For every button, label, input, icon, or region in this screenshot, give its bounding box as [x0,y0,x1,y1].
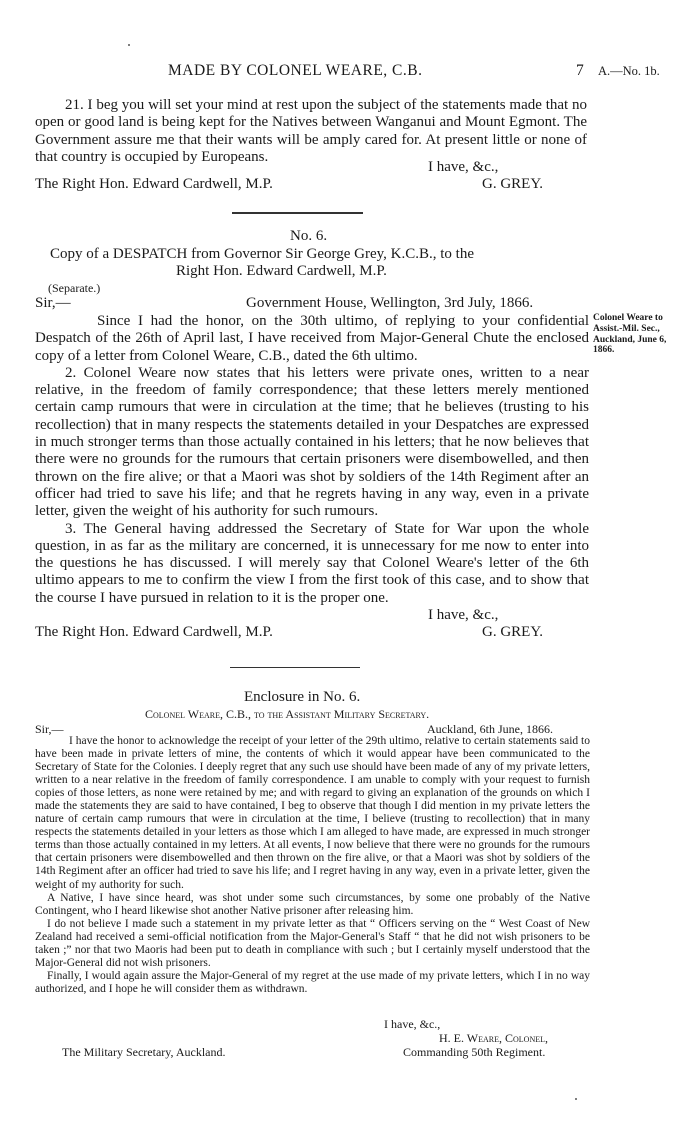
enclosure-subheading: Colonel Weare, C.B., to the Assistant Military Secretary. [145,707,430,721]
despatch-body [35,313,589,607]
enclosure-paragraph-2: A Native, I have since heard, was shot under some such circumstances, by some one probably of the Native Contingent, who I heard likewise shot another Native prisoner after releasing him. [35,891,590,917]
section-divider [232,212,363,214]
enclosure-body [35,735,590,996]
section-divider [230,667,360,668]
despatch-paragraph-2: 2. Colonel Weare now states that his letters were private ones, written to a near relative, in the freedom of family correspondence; that these letters merely mentioned certain camp rumours that were in circulation at the time; that he believes (trusting to his recollection) that in many respects the statements detailed in your Despatches are expressed in much stronger terms than those actually contained in his letters; that he now believes that there were no grounds for the rumours that certain prisoners were disembowelled, and then thrown on the fire alive; or that a Maori was shot by soldiers of the 14th Regiment after an officer had tried to save his life; and that he regrets having in any way, even in a private letter, given the weight of his authority for such rumours. [35,364,589,520]
enclosure-paragraph-4: Finally, I would again assure the Major-General of my regret at the use made of my private letters, which I in no way authorized, and I hope he will consider them as withdrawn. [35,969,590,995]
enclosure-closing: I have, &c., [384,1017,441,1031]
despatch-title-line1: Copy of a DESPATCH from Governor Sir George Grey, K.C.B., to the [50,246,474,262]
enclosure-salutation: Sir,— [35,722,64,736]
print-speck [575,1098,577,1100]
despatch-paragraph-3: 3. The General having addressed the Secretary of State for War upon the whole question, in as far as the military are concerned, it is unnecessary for me now to enter into the questions he has discussed. I will merely say that Colonel Weare's letter of the 6th ultimo appears to me to confirm the view I from the first took of this case, and to show that the course I have pursued in relation to it is the proper one. [35,520,589,606]
despatch-title-line2: Right Hon. Edward Cardwell, M.P. [176,263,387,279]
despatch-addressee: The Right Hon. Edward Cardwell, M.P. [35,624,273,640]
despatch-closing: I have, &c., [428,607,499,623]
enclosure-heading: Enclosure in No. 6. [244,689,361,705]
intro-closing: I have, &c., [428,159,499,175]
despatch-margin-note: Colonel Weare to Assist.-Mil. Sec., Auckland, June 6, 1866. [593,313,667,356]
enclosure-paragraph-3: I do not believe I made such a statement in my private letter as that “ Officers serving on the “ West Coast of New Zealand had received a semi-official notification from the Major-General's Staff “ that he did not wish prisoners to be taken ;” nor that two Maoris had been put to death in compliance with such ; but I certainly myself understood that the Major-General did not wish prisoners. [35,917,590,969]
intro-signature: G. GREY. [482,176,543,192]
despatch-place-date: Government House, Wellington, 3rd July, 1866. [246,295,534,311]
running-header: MADE BY COLONEL WEARE, C.B. [168,62,423,79]
intro-addressee: The Right Hon. Edward Cardwell, M.P. [35,176,273,192]
enclosure-signature-name: H. E. Weare, Colonel, [439,1031,548,1045]
despatch-salutation: Sir,— [35,295,71,311]
page-number: 7 [576,62,584,79]
enclosure-addressee: The Military Secretary, Auckland. [62,1045,226,1059]
enclosure-place-date: Auckland, 6th June, 1866. [427,722,553,736]
despatch-paragraph-1: Since I had the honor, on the 30th ultimo, of replying to your confidential Despatch of the 26th of April last, I have received from Major-General Chute the enclosed copy of a letter from Colonel Weare, C.B., dated the 6th ultimo. [35,313,589,364]
despatch-separate-note: (Separate.) [48,281,101,295]
despatch-number: No. 6. [290,228,328,244]
enclosure-paragraph-1: I have the honor to acknowledge the receipt of your letter of the 29th ultimo, relative to certain statements said to have been made in private letters of mine, the contents of which it would appear have been communicated to the Secretary of State for the Colonies. I deeply regret that any such use should have been made of any of my private letters, written to a near relative in the freedom of family correspondence. I am unable to comply with your request to furnish copies of those letters, as none were retained by me; and with regard to giving an explanation of the grounds on which I made the statements they are said to have contained, I beg to observe that though I did mention in my private letters the nature of certain camp rumours that were in circulation at the time, I believe (trusting to recollection) that in many respects the statements detailed in your letters as those which I am alleged to have made, are expressed in much stronger terms than those actually contained in my letters. At all events, I now believe that there were no grounds for the rumours that certain prisoners were disembowelled and then thrown on the fire alive, or that a Maori was shot by soldiers of the 14th Regiment after an officer had tried to save his life; and I regret having in any way, even in a private letter, given the weight of my authority for such. [35,735,590,891]
paper-reference: A.—No. 1b. [598,64,660,78]
intro-paragraph: 21. I beg you will set your mind at rest upon the subject of the statements made that no open or good land is being kept for the Natives between Wanganui and Mount Egmont. The Government assure me that their wants will be amply cared for. At present little or none of that country is occupied by Europeans. [35,97,587,165]
despatch-signature: G. GREY. [482,624,543,640]
enclosure-signature-title: Commanding 50th Regiment. [403,1045,546,1059]
print-speck [128,44,130,46]
